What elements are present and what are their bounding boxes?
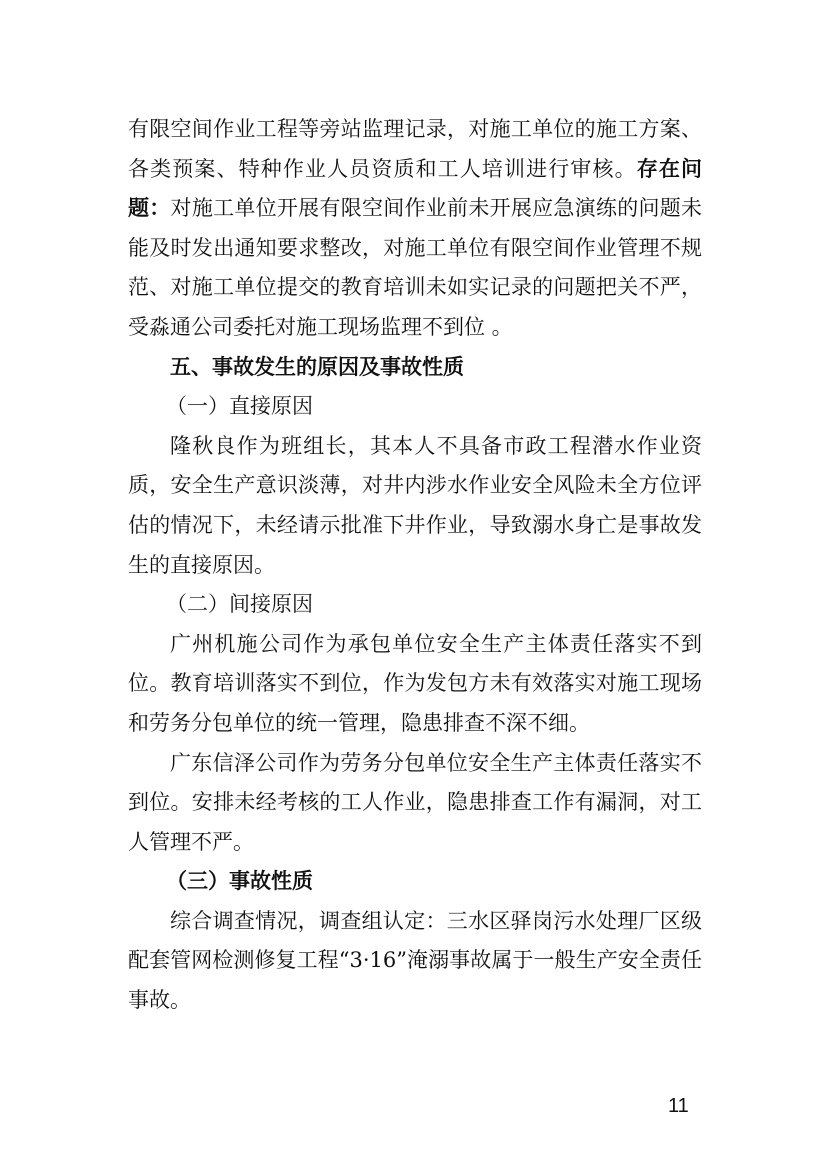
paragraph-supervision-findings xyxy=(128,110,702,348)
paragraph-indirect-cause-subcontractor: 广东信泽公司作为劳务分包单位安全生产主体责任落实不到位。安排未经考核的工人作业，隐患排查工作有漏洞，对工人管理不严。 xyxy=(128,750,702,854)
paragraph-accident-nature: 综合调查情况，调查组认定：三水区驿岗污水处理厂区级配套管网检测修复工程“3·16”淹溺事故属于一般生产安全责任事故。 xyxy=(128,908,702,1013)
page-number: 11 xyxy=(668,1095,689,1117)
subheading-indirect-cause: （二）间接原因 xyxy=(166,592,313,617)
existing-problems-label: 存在问题： xyxy=(128,156,703,221)
paragraph-text-tail: 对施工单位开展有限空间作业前未开展应急演练的问题未能及时发出通知要求整改，对施工单位有限空间作业管理不规范、对施工单位提交的教育培训未如实记录的问题把关不严，受淼通公司委托对施工现场监理不到位 。 xyxy=(128,196,703,339)
subheading-accident-nature: （三）事故性质 xyxy=(166,869,313,894)
paragraph-indirect-cause-contractor: 广州机施公司作为承包单位安全生产主体责任落实不到位。教育培训落实不到位，作为发包方未有效落实对施工现场和劳务分包单位的统一管理，隐患排查不深不细。 xyxy=(128,631,702,735)
paragraph-text: 有限空间作业工程等旁站监理记录，对施工单位的施工方案、各类预案、特种作业人员资质和工人培训进行审核。 xyxy=(128,117,702,181)
section-heading-causes: 五、事故发生的原因及事故性质 xyxy=(170,354,464,379)
paragraph-direct-cause: 隆秋良作为班组长，其本人不具备市政工程潜水作业资质，安全生产意识淡薄，对井内涉水作业安全风险未全方位评估的情况下，未经请示批准下井作业，导致溺水身亡是事故发生的直接原因。 xyxy=(128,433,702,577)
subheading-direct-cause: （一）直接原因 xyxy=(166,394,313,419)
document-body xyxy=(128,110,702,1021)
